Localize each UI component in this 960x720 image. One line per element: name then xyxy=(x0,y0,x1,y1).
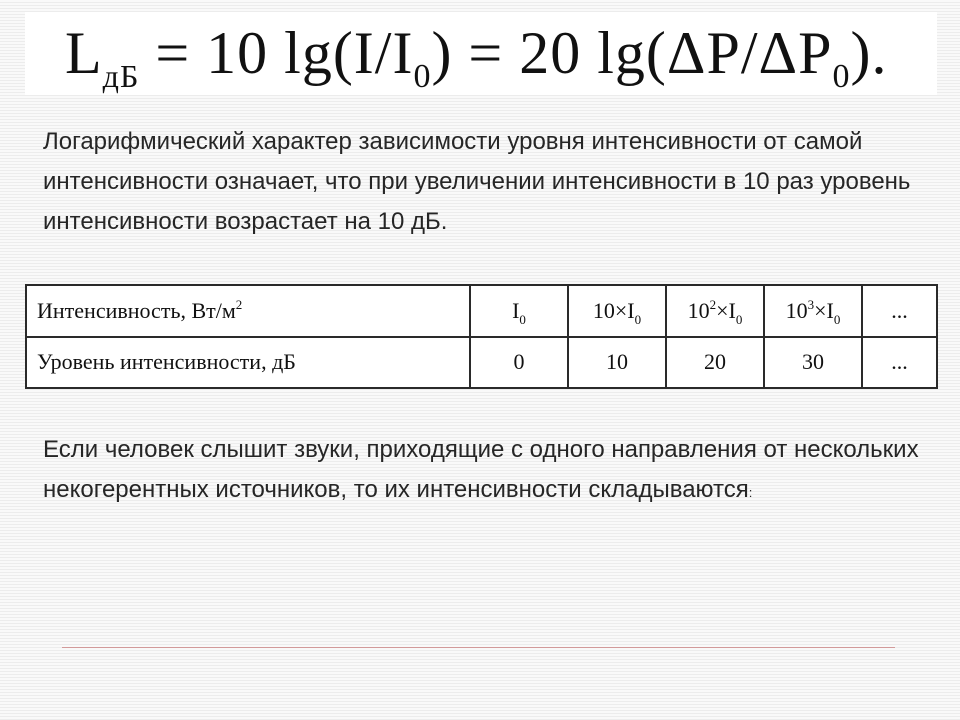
formula-L: L xyxy=(65,20,103,86)
table-header-intensity: Интенсивность, $Вт/м^2$ xyxy=(26,285,470,337)
table-row-intensity xyxy=(26,285,937,337)
divider-line xyxy=(62,647,895,648)
table-header-level: Уровень интенсивности, дБ xyxy=(26,337,470,389)
paragraph2-colon: : xyxy=(748,485,753,500)
formula-box xyxy=(25,12,937,95)
table-row-level xyxy=(26,337,937,389)
formula-tail: ). xyxy=(850,20,888,86)
formula-part-1: = 10 lg(I/I xyxy=(139,20,414,86)
table-cell: ... xyxy=(862,285,937,337)
decibel-formula xyxy=(65,14,887,102)
table-cell: $I_0$ xyxy=(470,285,568,337)
paragraph2-text: Если человек слышит звуки, приходящие с одного направления от нескольких некогерентных источников, то их интенсивности складываются xyxy=(43,436,919,503)
paragraph-incoherent-sources xyxy=(43,430,923,513)
table-cell: 30 xyxy=(764,337,862,389)
table-cell: 10 xyxy=(568,337,666,389)
table-cell: $10^2\times I_0$ xyxy=(666,285,764,337)
intensity-table xyxy=(25,284,936,389)
formula-part-2: ) = 20 lg(ΔP/ΔP xyxy=(431,20,833,86)
paragraph-logarithmic: Логарифмический характер зависимости уровня интенсивности от самой интенсивности означает, что при увеличении интенсивности в 10 раз уровень интенсивности возрастает на 10 дБ. xyxy=(43,128,911,235)
table-cell: $10^3\times I_0$ xyxy=(764,285,862,337)
table-cell: $10\times I_0$ xyxy=(568,285,666,337)
formula-subscript-0a: 0 xyxy=(413,58,432,95)
formula-subscript-0b: 0 xyxy=(832,58,851,95)
table-cell: 0 xyxy=(470,337,568,389)
table-cell: 20 xyxy=(666,337,764,389)
table-cell: ... xyxy=(862,337,937,389)
formula-L-subscript: дБ xyxy=(102,58,140,94)
